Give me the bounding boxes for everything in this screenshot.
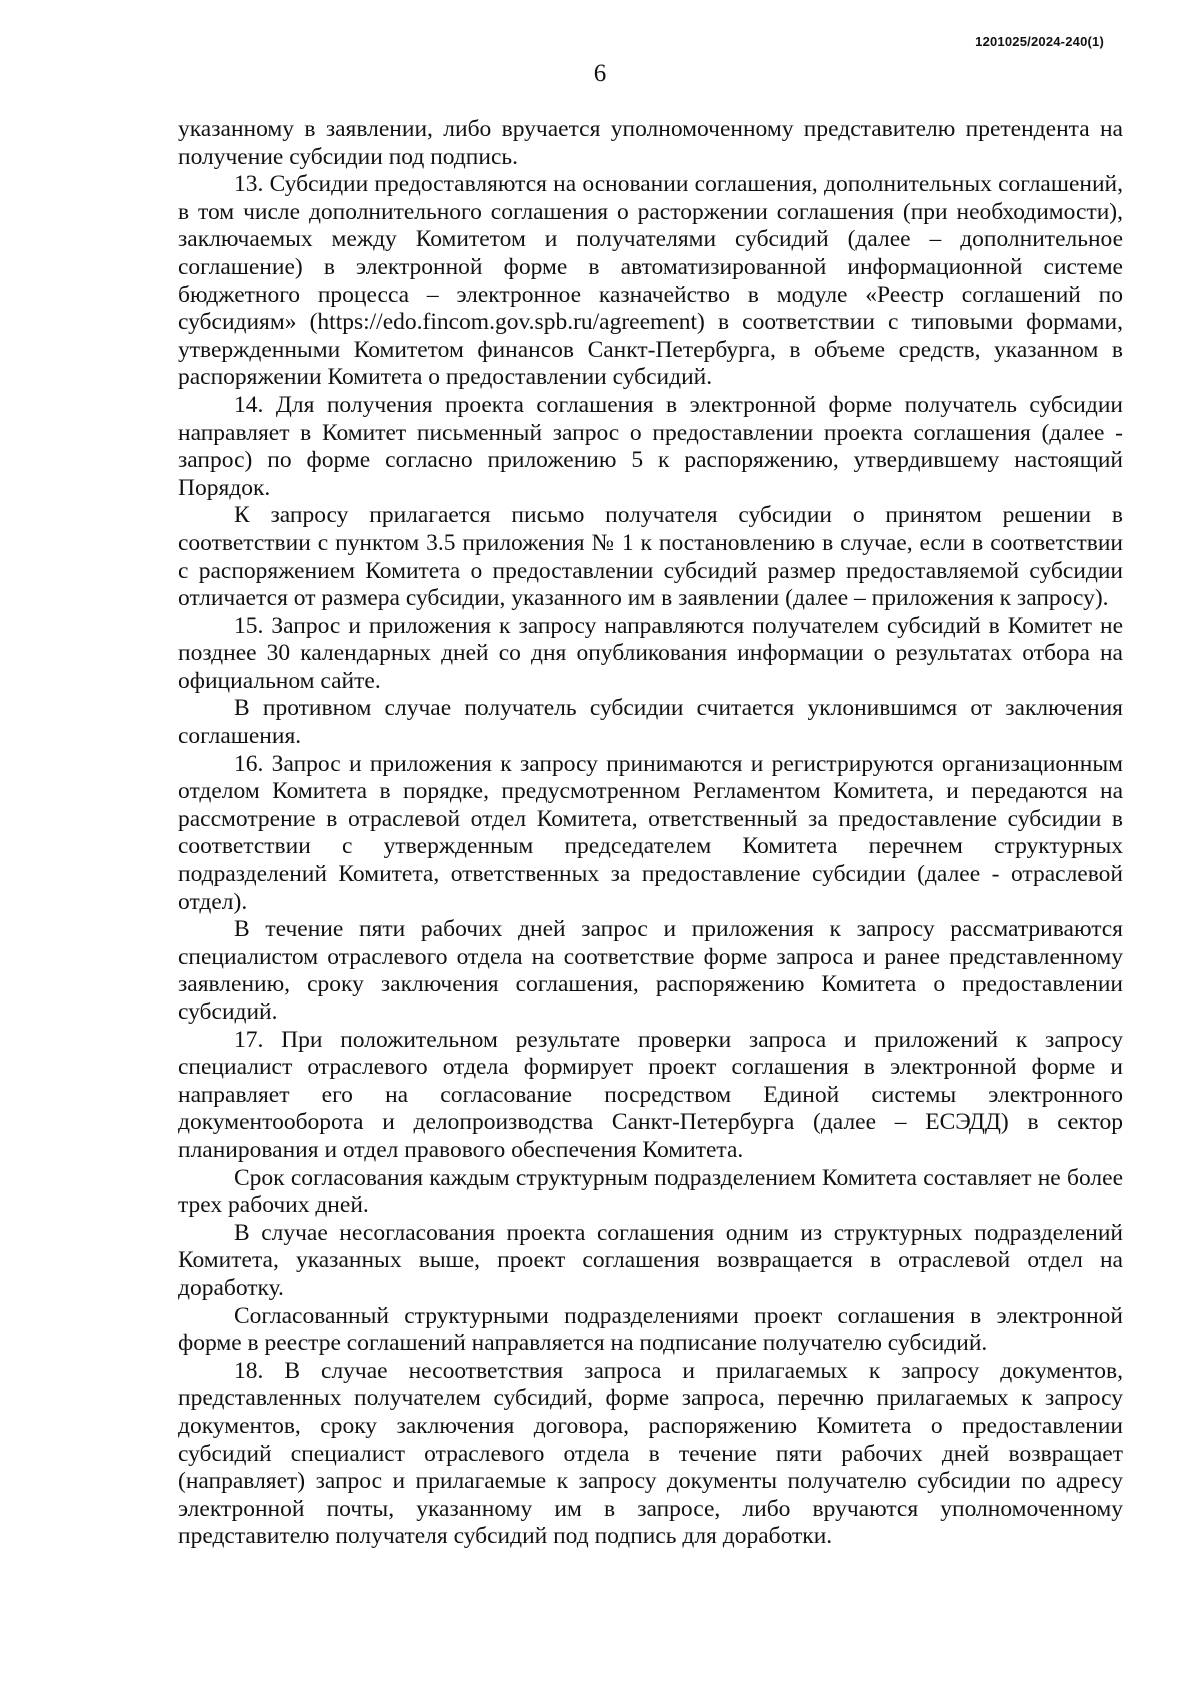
page-number: 6 bbox=[593, 60, 607, 87]
paragraph-16-review: В течение пяти рабочих дней запрос и приложения к запросу рассматриваются специалистом отраслевого отдела на соответствие форме запроса и ранее представленному заявлению, сроку заключения соглашения, распоряжению Комитета о предоставлении субсидий. bbox=[178, 916, 1123, 1025]
document-body bbox=[178, 116, 1123, 1551]
paragraph-15: 15. Запрос и приложения к запросу направляются получателем субсидий в Комитет не позднее 30 календарных дней со дня опубликования информации о результатах отбора на официальном сайте. bbox=[178, 612, 1123, 694]
paragraph-17-signing: Согласованный структурными подразделениями проект соглашения в электронной форме в реестре соглашений направляется на подписание получателю субсидий. bbox=[178, 1302, 1123, 1357]
paragraph-17-rejection: В случае несогласования проекта соглашения одним из структурных подразделений Комитета, указанных выше, проект соглашения возвращается в отраслевой отдел на доработку. bbox=[178, 1219, 1123, 1301]
paragraph-14: 14. Для получения проекта соглашения в электронной форме получатель субсидии направляет в Комитет письменный запрос о предоставлении проекта соглашения (далее - запрос) по форме согласно приложению 5 к распоряжению, утвердившему настоящий Порядок. bbox=[178, 391, 1123, 501]
paragraph-13: 13. Субсидии предоставляются на основании соглашения, дополнительных соглашений, в том числе дополнительного соглашения о расторжении соглашения (при необходимости), заключаемых между Комитетом и получателями субсидий (далее – дополнительное соглашение) в электронной форме в автоматизированной информационной системе бюджетного процесса – электронное казначейство в модуле «Реестр соглашений по субсидиям» (https://edo.fincom.gov.spb.ru/agreement) в соответствии с типовыми формами, утвержденными Комитетом финансов Санкт-Петербурга, в объеме средств, указанном в распоряжении Комитета о предоставлении субсидий. bbox=[178, 171, 1123, 391]
paragraph-continuation: указанному в заявлении, либо вручается уполномоченному представителю претендента на получение субсидии под подпись. bbox=[178, 116, 1123, 170]
paragraph-14-attachment: К запросу прилагается письмо получателя субсидии о принятом решении в соответствии с пунктом 3.5 приложения № 1 к постановлению в случае, если в соответствии с распоряжением Комитета о предоставлении субсидий размер предоставляемой субсидии отличается от размера субсидии, указанного им в заявлении (далее – приложения к запросу). bbox=[178, 502, 1123, 612]
document-registration-number: 1201025/2024-240(1) bbox=[975, 34, 1104, 49]
paragraph-18: 18. В случае несоответствия запроса и прилагаемых к запросу документов, представленных получателем субсидий, форме запроса, перечню прилагаемых к запросу документов, сроку заключения договора, распоряжению Комитета о предоставлении субсидий специалист отраслевого отдела в течение пяти рабочих дней возвращает (направляет) запрос и прилагаемые к запросу документы получателю субсидии по адресу электронной почты, указанному им в запросе, либо вручаются уполномоченному представителю получателя субсидий под подпись для доработки. bbox=[178, 1357, 1123, 1550]
paragraph-16: 16. Запрос и приложения к запросу принимаются и регистрируются организационным отделом Комитета в порядке, предусмотренном Регламентом Комитета, и передаются на рассмотрение в отраслевой отдел Комитета, ответственный за предоставление субсидии в соответствии с утвержденным председателем Комитета перечнем структурных подразделений Комитета, ответственных за предоставление субсидии (далее - отраслевой отдел). bbox=[178, 750, 1123, 915]
paragraph-15-otherwise: В противном случае получатель субсидии считается уклонившимся от заключения соглашения. bbox=[178, 695, 1123, 750]
paragraph-17-term: Срок согласования каждым структурным подразделением Комитета составляет не более трех рабочих дней. bbox=[178, 1164, 1123, 1219]
paragraph-17: 17. При положительном результате проверки запроса и приложений к запросу специалист отраслевого отдела формирует проект соглашения в электронной форме и направляет его на согласование посредством Единой системы электронного документооборота и делопроизводства Санкт-Петербурга (далее – ЕСЭДД) в сектор планирования и отдел правового обеспечения Комитета. bbox=[178, 1026, 1123, 1163]
